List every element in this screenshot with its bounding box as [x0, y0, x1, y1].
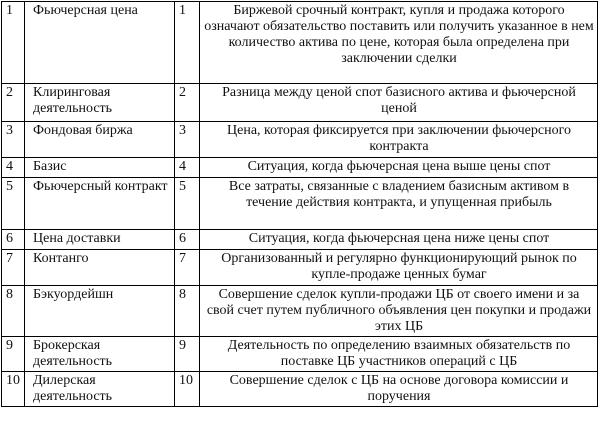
definition-cell — [200, 286, 598, 337]
definition-number: 1 — [175, 2, 200, 84]
term-cell: Клиринговая деятельность — [25, 84, 175, 122]
term-number: 10 — [2, 372, 25, 407]
definition-number: 9 — [175, 337, 200, 372]
term-number: 2 — [2, 84, 25, 122]
term-number: 1 — [2, 2, 25, 84]
table-row — [2, 122, 598, 158]
term-cell: Цена доставки — [25, 230, 175, 250]
table-row — [2, 250, 598, 286]
definition-text: Организованный и регулярно функционирующий рынок по купле-продаже ценных бумаг — [221, 251, 577, 282]
definition-number: 7 — [175, 250, 200, 286]
definition-number: 3 — [175, 122, 200, 158]
definition-text: Совершение сделок с ЦБ на основе договора комиссии и поручения — [229, 373, 569, 404]
term-number: 4 — [2, 158, 25, 178]
term-cell: Фьючерсная цена — [25, 2, 175, 84]
term-cell: Бэкуордейшн — [25, 286, 175, 337]
definition-cell — [200, 230, 598, 250]
definition-text: Биржевой срочный контракт, купля и продажа которого означают обязательство поставить или получить указанное в нем количество актива по цене, которая была определена при заключении сделки — [204, 3, 594, 66]
definition-number: 10 — [175, 372, 200, 407]
definition-cell — [200, 84, 598, 122]
definition-cell — [200, 250, 598, 286]
table-row — [2, 286, 598, 337]
definition-cell — [200, 122, 598, 158]
definition-cell — [200, 372, 598, 407]
table-row — [2, 337, 598, 372]
term-cell: Фондовая биржа — [25, 122, 175, 158]
term-number: 6 — [2, 230, 25, 250]
table-row — [2, 178, 598, 230]
definition-cell — [200, 337, 598, 372]
definition-cell — [200, 178, 598, 230]
term-cell: Брокерская деятельность — [25, 337, 175, 372]
term-number: 5 — [2, 178, 25, 230]
definition-cell — [200, 2, 598, 84]
term-cell: Фьючерсный контракт — [25, 178, 175, 230]
matching-table — [1, 1, 598, 407]
table-row — [2, 158, 598, 178]
term-cell: Дилерская деятельность — [25, 372, 175, 407]
definition-number: 4 — [175, 158, 200, 178]
table-row — [2, 372, 598, 407]
term-cell: Базис — [25, 158, 175, 178]
definition-text: Деятельность по определению взаимных обязательств по поставке ЦБ участников операций с ЦБ — [227, 338, 571, 369]
definition-number: 5 — [175, 178, 200, 230]
term-number: 3 — [2, 122, 25, 158]
term-number: 8 — [2, 286, 25, 337]
definition-text: Совершение сделок купли-продажи ЦБ от своего имени и за свой счет путем публичного объявления цен покупки и продажи этих ЦБ — [206, 287, 592, 334]
table-row — [2, 84, 598, 122]
definition-text: Цена, которая фиксируется при заключении фьючерсного контракта — [227, 123, 571, 154]
definition-number: 8 — [175, 286, 200, 337]
definition-text: Ситуация, когда фьючерсная цена ниже цены спот — [248, 231, 550, 246]
table-row — [2, 230, 598, 250]
term-cell: Контанго — [25, 250, 175, 286]
definition-cell — [200, 158, 598, 178]
table-row — [2, 2, 598, 84]
definition-text: Разница между ценой спот базисного актива и фьючерсной ценой — [222, 85, 576, 116]
definition-number: 2 — [175, 84, 200, 122]
term-number: 9 — [2, 337, 25, 372]
term-number: 7 — [2, 250, 25, 286]
definition-number: 6 — [175, 230, 200, 250]
definition-text: Ситуация, когда фьючерсная цена выше цены спот — [247, 159, 551, 174]
definition-text: Все затраты, связанные с владением базисным активом в течение действия контракта, и упущенная прибыль — [228, 179, 570, 210]
